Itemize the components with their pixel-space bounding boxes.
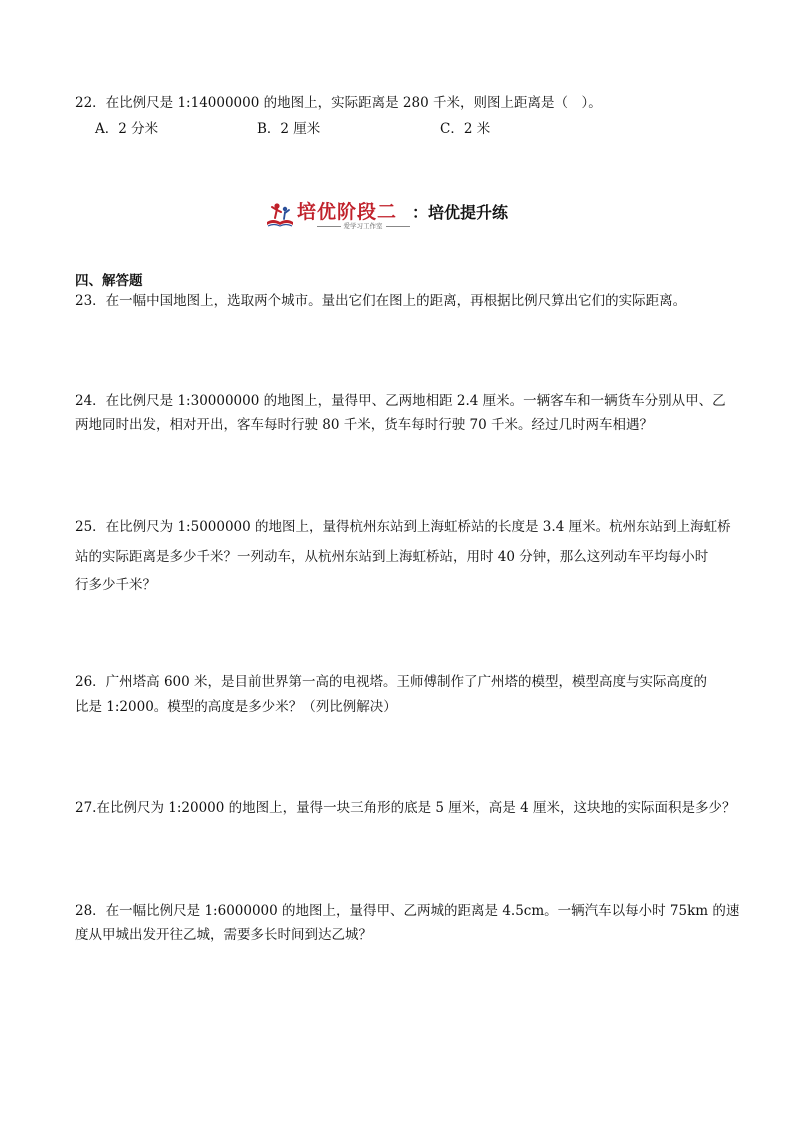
question-28-line-2: 度从甲城出发开往乙城，需要多长时间到达乙城？ xyxy=(75,927,372,943)
option-b: B．2 厘米 xyxy=(257,121,321,137)
question-22-text: 22．在比例尺是 1:14000000 的地图上，实际距离是 280 千米，则图上距离是（ ）。 xyxy=(75,95,602,111)
option-c: C．2 米 xyxy=(440,121,491,137)
reading-kids-logo-icon xyxy=(265,200,295,230)
question-24-line-2: 两地同时出发，相对开出，客车每时行驶 80 千米，货车每时行驶 70 千米。经过几时两车相遇？ xyxy=(75,417,654,433)
banner-stage-label: 培优阶段二 xyxy=(297,201,398,223)
banner-colon: ： xyxy=(412,203,429,222)
question-26-line-2: 比是 1:2000。模型的高度是多少米？（列比例解决） xyxy=(75,699,397,715)
option-a: A．2 分米 xyxy=(95,121,159,137)
question-27-text: 27.在比例尺为 1:20000 的地图上，量得一块三角形的底是 5 厘米，高是 4 厘米，这块地的实际面积是多少？ xyxy=(75,800,736,816)
question-26-line-1: 26．广州塔高 600 米，是目前世界第一高的电视塔。王师傅制作了广州塔的模型，模型高度与实际高度的 xyxy=(75,674,708,690)
banner-title-text: 培优提升练 xyxy=(428,203,509,222)
section-heading: 四、解答题 xyxy=(75,273,143,289)
banner-title xyxy=(412,202,508,224)
question-28-line-1: 28．在一幅比例尺是 1:6000000 的地图上，量得甲、乙两城的距离是 4.5cm。一辆汽车以每小时 75km 的速 xyxy=(75,903,740,919)
question-24-line-1: 24．在比例尺是 1:30000000 的地图上，量得甲、乙两地相距 2.4 厘米。一辆客车和一辆货车分别从甲、乙 xyxy=(75,393,726,409)
banner-subtitle: 爱学习工作室 xyxy=(309,222,417,230)
question-23-text: 23．在一幅中国地图上，选取两个城市。量出它们在图上的距离，再根据比例尺算出它们的实际距离。 xyxy=(75,293,687,309)
question-25-line-2: 站的实际距离是多少千米？一列动车，从杭州东站到上海虹桥站，用时 40 分钟，那么这列动车平均每小时 xyxy=(75,549,709,565)
question-25-line-3: 行多少千米？ xyxy=(75,577,156,593)
question-22-options xyxy=(95,120,695,140)
section-banner xyxy=(265,198,555,232)
question-25-line-1: 25．在比例尺为 1:5000000 的地图上，量得杭州东站到上海虹桥站的长度是 3.4 厘米。杭州东站到上海虹桥 xyxy=(75,519,731,535)
